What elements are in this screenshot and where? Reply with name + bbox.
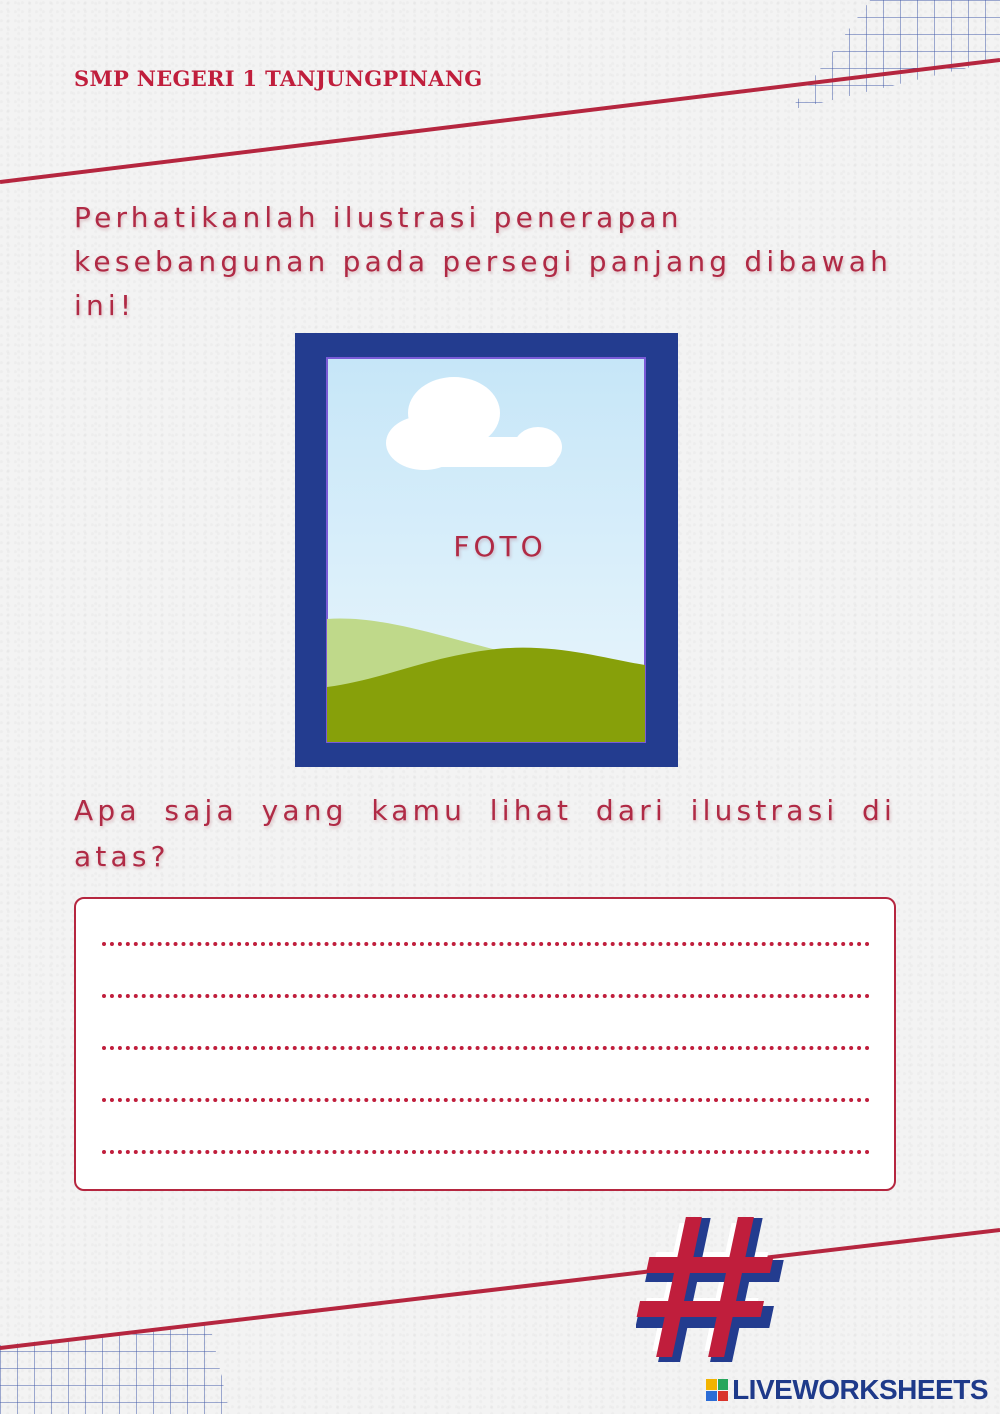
instruction-text: Perhatikanlah ilustrasi penerapan kesebangunan pada persegi panjang dibawah ini! xyxy=(74,201,893,322)
photo-label: FOTO xyxy=(453,530,547,563)
liveworksheets-brand xyxy=(706,1374,988,1406)
brand-name: LIVEWORKSHEETS xyxy=(732,1374,988,1405)
answer-line[interactable] xyxy=(102,994,870,998)
answer-box[interactable] xyxy=(74,897,896,1191)
answer-line[interactable] xyxy=(102,1098,870,1102)
school-name: SMP NEGERI 1 TANJUNGPINANG xyxy=(74,66,483,91)
hashtag-sticker-icon xyxy=(636,1212,806,1362)
answer-line[interactable] xyxy=(102,1046,870,1050)
divider-line-bottom xyxy=(0,1200,1000,1360)
answer-line[interactable] xyxy=(102,1150,870,1154)
question-text: Apa saja yang kamu lihat dari ilustrasi di atas? xyxy=(74,794,896,873)
answer-line[interactable] xyxy=(102,942,870,946)
liveworksheets-logo-icon xyxy=(706,1379,728,1401)
divider-line-top xyxy=(0,0,1000,200)
